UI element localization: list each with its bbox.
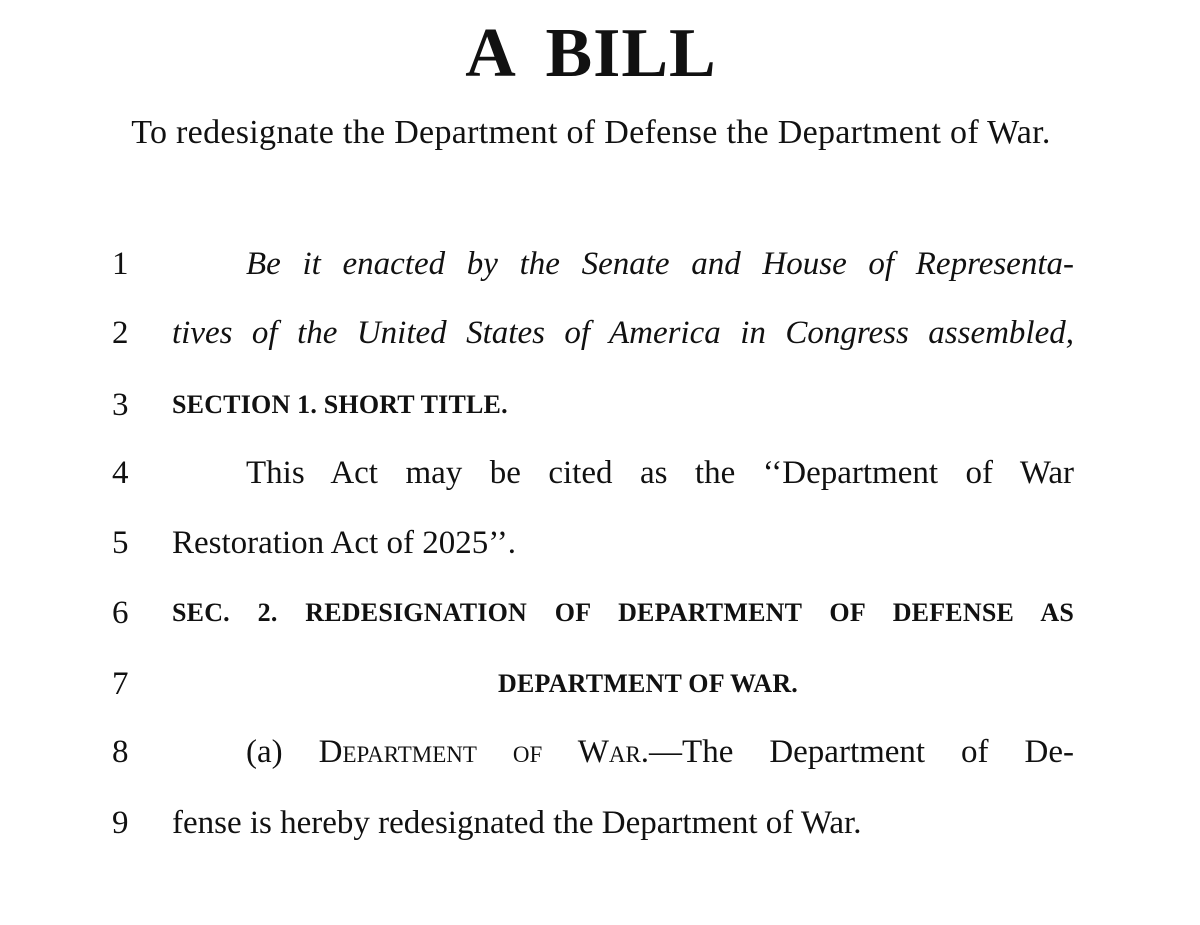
bill-line (0, 377, 1200, 433)
enacting-clause: Be it enacted by the Senate and House of Representa- (246, 246, 1074, 282)
enacting-clause-continued: tives of the United States of America in Congress assembled, (172, 315, 1074, 351)
section-heading: SEC. 2. REDESIGNATION OF DEPARTMENT OF DEFENSE AS (172, 598, 1074, 627)
line-number: 1 (112, 246, 129, 282)
bill-line (0, 515, 1200, 571)
bill-line (0, 724, 1200, 780)
bill-line (0, 585, 1200, 641)
section-text: Restoration Act of 2025’’. (172, 525, 516, 561)
subsection-body: —The Department of De- (649, 734, 1074, 770)
line-number: 8 (112, 734, 129, 770)
bill-purpose: To redesignate the Department of Defense the Department of War. (131, 114, 1051, 151)
line-number: 9 (112, 805, 129, 841)
line-number: 4 (112, 455, 129, 491)
section-heading-continued: DEPARTMENT OF WAR. (497, 669, 799, 698)
line-number: 3 (112, 387, 129, 423)
subsection-marker: (a) (246, 734, 319, 770)
bill-title: A BILL (465, 15, 717, 92)
subsection-heading: Department of War. (318, 734, 650, 770)
section-text: This Act may be cited as the ‘‘Department of War (246, 455, 1074, 491)
bill-line (0, 795, 1200, 851)
bill-line (0, 236, 1200, 292)
bill-line (0, 305, 1200, 361)
bill-line (0, 445, 1200, 501)
line-number: 6 (112, 595, 129, 631)
subsection-text: fense is hereby redesignated the Department of War. (172, 805, 862, 841)
subsection-text (172, 724, 1074, 780)
bill-line (0, 656, 1200, 712)
line-number: 2 (112, 315, 129, 351)
section-heading: SECTION 1. SHORT TITLE. (172, 390, 508, 419)
line-number: 5 (112, 525, 129, 561)
line-number: 7 (112, 666, 129, 702)
